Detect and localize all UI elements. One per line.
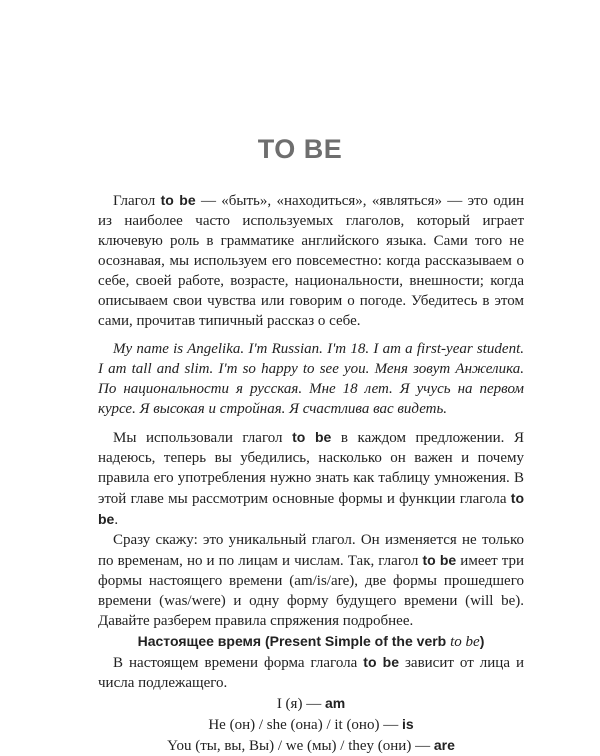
paragraph-intro — [98, 190, 524, 331]
paragraph-example-story: My name is Angelika. I'm Russian. I'm 18. I am a first-year student. I am tall and slim. I'm so happy to see you. Меня зовут Анжелика. По национальности я русская. Мне 18 лет. Я учусь на первом курсе. Я высокая и стройная. Я счастлива вас видеть. — [98, 341, 524, 417]
example-line-is — [98, 714, 524, 735]
example-verb: are — [433, 737, 455, 753]
page-title: TO BE — [257, 134, 343, 164]
example-line-are — [98, 735, 524, 756]
paragraph-forms — [98, 530, 524, 631]
text-run: Глагол — [113, 193, 161, 209]
section-heading — [98, 631, 524, 652]
term-to-be: to be — [292, 429, 332, 445]
text-run: . — [114, 512, 119, 528]
text-run: имеет три формы настоящего времени (am/is/are), две формы прошедшего времени (was/were) и одну форму будущего времени (will be). Давайте разберем правила спряжения подробнее. — [98, 553, 525, 629]
text-run: В настоящем времени форма глагола — [113, 655, 364, 671]
text-run: зависит от лица и числа подлежащего. — [98, 655, 525, 691]
example-line-am — [98, 693, 524, 714]
example-subject: You (ты, вы, Вы) / we (мы) / they (они) — — [167, 738, 434, 754]
body-text — [98, 190, 524, 756]
text-run: Сразу скажу: это уникальный глагол. Он изменяется не только по временам, но и по лицам и числам. Так, глагол — [98, 532, 524, 569]
text-run: Мы использовали глагол — [113, 430, 293, 446]
term-to-be: to be — [363, 654, 399, 670]
paragraph-usage — [98, 427, 524, 530]
text-run: в каждом предложении. Я надеюсь, теперь вы убедились, насколько он важен и почему правила его употребления нужно знать как таблицу умножения. В этой главе мы рассмотрим основные формы и функции глагола — [98, 430, 524, 507]
heading-text: ) — [479, 633, 485, 649]
text-run: — «быть», «находиться», «являться» — это один из наиболее часто используемых глаголов, который играет ключевую роль в грамматике английского языка. Сами того не осознавая, мы используем его повсеместно: когда рассказываем о себе, своей работе, возрасте, национальности, внешности; когда описываем свои чувства или говорим о погоде. Убедитесь в этом сами, прочитав типичный рассказ о себе. — [98, 193, 524, 329]
paragraph-present — [98, 652, 524, 693]
heading-italic: to be — [450, 634, 480, 650]
term-to-be: to be — [422, 552, 457, 568]
term-to-be: to be — [98, 490, 524, 527]
example-verb: is — [401, 716, 414, 732]
heading-text: Настоящее время (Present Simple of the verb — [137, 633, 451, 649]
term-to-be: to be — [160, 192, 196, 208]
example-subject: He (он) / she (она) / it (оно) — — [208, 717, 402, 733]
example-verb: am — [324, 695, 346, 711]
example-subject: I (я) — — [276, 696, 325, 712]
